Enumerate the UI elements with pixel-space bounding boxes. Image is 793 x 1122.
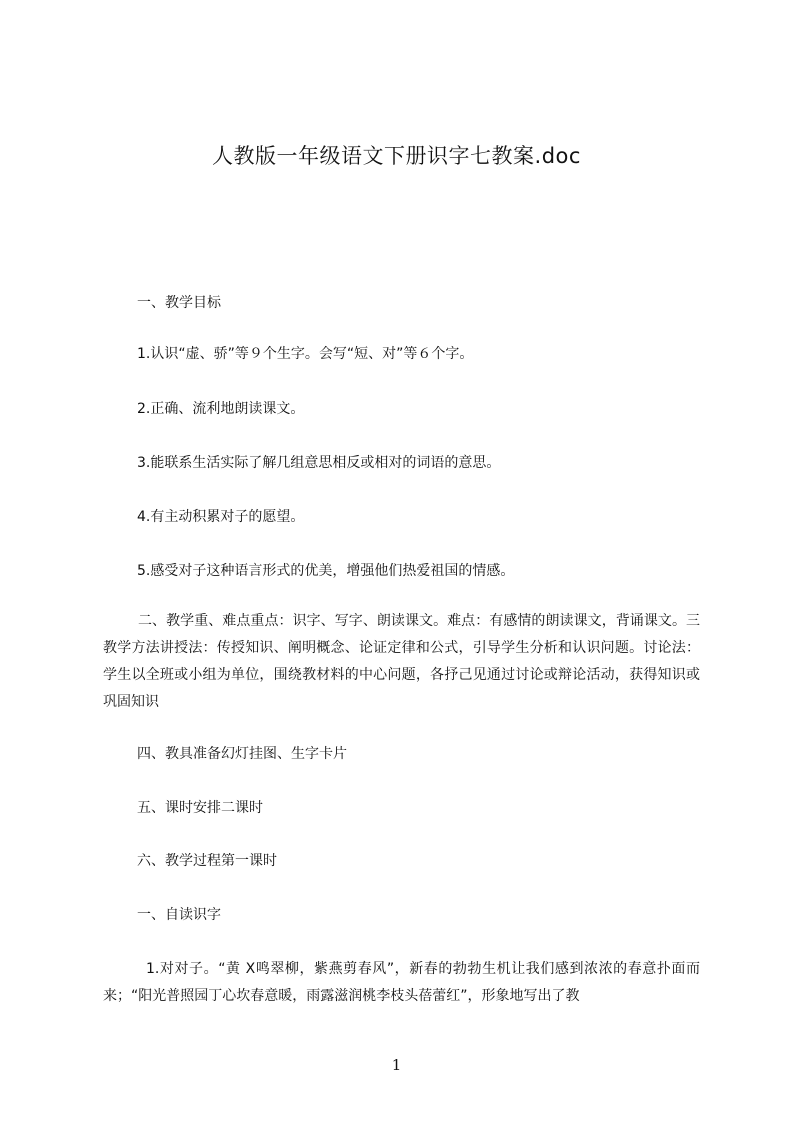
paragraph-process: 六、教学过程第一课时 — [137, 853, 277, 869]
paragraph-objective-3: 3.能联系生活实际了解几组意思相反或相对的词语的意思。 — [137, 455, 501, 471]
paragraph-couplets: 1.对对子。“黄 X鸣翠柳，紫燕剪春风”，新春的勃勃生机让我们感到浓浓的春意扑面而来；“阳光普照园丁心坎春意暖，雨露滋润桃李枝头蓓蕾红”，形象地写出了教 — [103, 961, 700, 1004]
paragraph-materials: 四、教具准备幻灯挂图、生字卡片 — [137, 746, 347, 762]
paragraph-objective-5: 5.感受对子这种语言形式的优美，增强他们热爱祖国的情感。 — [137, 563, 515, 579]
paragraph-objectives-heading: 一、教学目标 — [137, 295, 221, 311]
paragraph-key-points: 二、教学重、难点重点：识字、写字、朗读课文。难点：有感情的朗读课文，背诵课文。三教学方法讲授法：传授知识、阐明概念、论证定律和公式，引导学生分析和认识问题。讨论法：学生以全班或小组为单位，围绕教材料的中心问题，各抒己见通过讨论或辩论活动，获得知识或巩固知识 — [103, 613, 700, 710]
paragraph-schedule: 五、课时安排二课时 — [137, 800, 263, 816]
paragraph-objective-2: 2.正确、流利地朗读课文。 — [137, 401, 305, 417]
paragraph-objective-4: 4.有主动积累对子的愿望。 — [137, 509, 305, 525]
document-title: 人教版一年级语文下册识字七教案.doc — [212, 144, 581, 168]
page-number: 1 — [391, 1056, 402, 1074]
paragraph-objective-1: 1.认识“虚、骄”等９个生字。会写“短、对”等６个字。 — [137, 346, 474, 362]
paragraph-self-reading: 一、自读识字 — [137, 907, 221, 923]
